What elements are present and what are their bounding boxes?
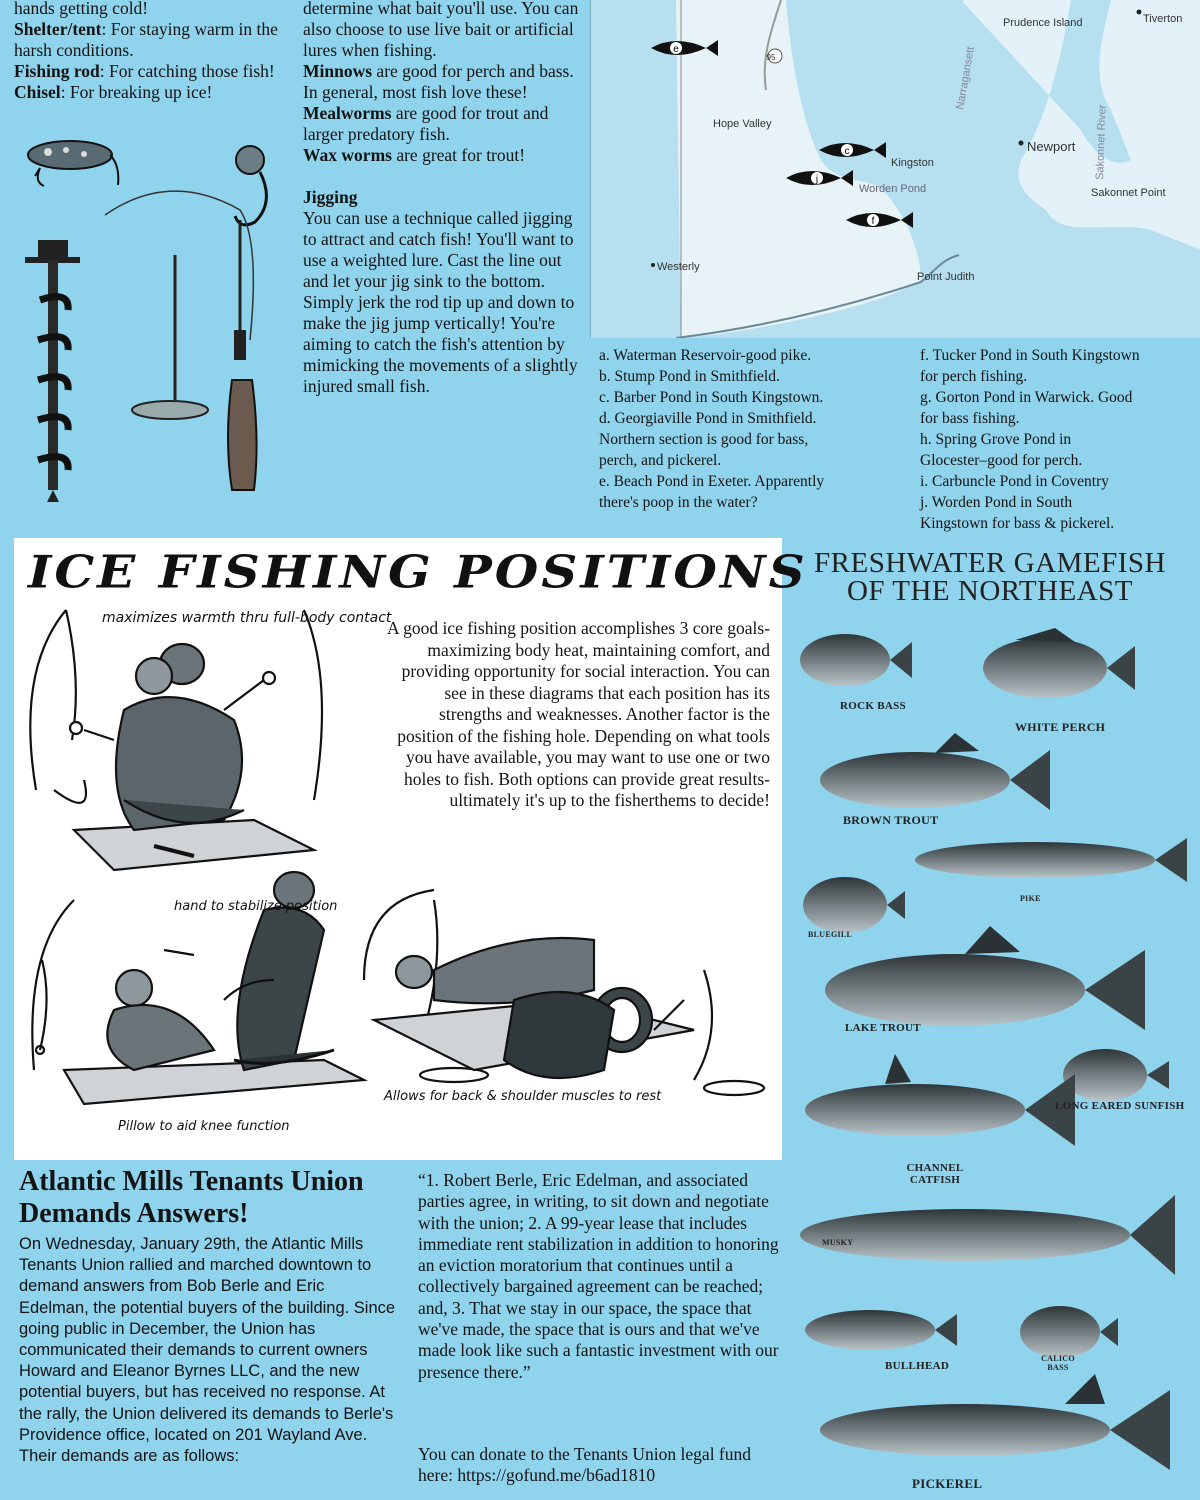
bait-mealworms <box>303 103 588 145</box>
bait-minnows-term: Minnows <box>303 61 373 81</box>
jigging-text: You can use a technique called jigging to attract and catch fish! You'll want to use a weighted lure. Cast the line out and let your jig sink to the bottom. Simply jerk the rod tip up and down to make the jig jump vertically! You're aiming to catch the fish's attention by mimicking the movements of a slightly injured small fish. <box>303 208 578 396</box>
legend-line: a. Waterman Reservoir-good pike. <box>599 347 812 364</box>
annotation-pillow: Pillow to aid knee function <box>118 1119 290 1134</box>
rhode-island-map <box>590 0 1200 338</box>
bait-minnows-desc: are good for perch and bass. In general, most fish love these! <box>303 61 574 102</box>
map-legend-left <box>599 345 914 513</box>
legend-line: for perch fishing. <box>920 368 1028 385</box>
annotation-warmth: maximizes warmth thru full-body contact <box>102 610 392 626</box>
jig-hook-icon <box>235 146 266 225</box>
bait-intro: determine what bait you'll use. You can also choose to use live bait or artificial lures when fishing. <box>303 0 579 60</box>
map-label-kingston: Kingston <box>891 157 934 169</box>
rock-bass-illustration <box>800 634 912 686</box>
jigging-heading-text: Jigging <box>303 187 358 207</box>
fish-label-bullhead: BULLHEAD <box>885 1360 950 1372</box>
pike-illustration <box>915 838 1187 882</box>
embrace-position-figure <box>30 610 322 870</box>
annotation-hand: hand to stabilize position <box>174 899 338 914</box>
fish-label-long-eared: LONG EARED SUNFISH <box>1055 1100 1185 1112</box>
legend-line: perch, and pickerel. <box>599 452 722 469</box>
bait-waxworms-term: Wax worms <box>303 145 392 165</box>
positions-text: A good ice fishing position accomplishes 3 core goals-maximizing body heat, maintaining comfort, and providing opportunity for social interaction. You can see in these diagrams that each position has its strengths and weaknesses. Another factor is the position of the fishing hole. Depending on what tools you have available, you may want to use one or two holes to fish. Both options can provide great results-ultimately it's up to the fisherthems to decide! <box>387 618 770 810</box>
legend-line: e. Beach Pond in Exeter. Apparently <box>599 473 825 490</box>
gear-item-chisel <box>14 82 286 103</box>
svg-text:e: e <box>673 44 679 55</box>
bait-mealworms-desc: are good for trout and larger predatory fish. <box>303 103 549 144</box>
map-label-westerly: Westerly <box>657 261 700 273</box>
calico-bass-illustration <box>1020 1306 1118 1358</box>
map-label-worden: Worden Pond <box>859 183 927 195</box>
map-label-narragansett: Narragansett <box>954 45 977 111</box>
legend-line: g. Gorton Pond in Warwick. Good <box>920 389 1133 406</box>
legend-line: f. Tucker Pond in South Kingstown <box>920 347 1140 364</box>
long-eared-sunfish-illustration <box>1063 1049 1169 1101</box>
bait-minnows <box>303 61 588 103</box>
annotation-back: Allows for back & shoulder muscles to rest <box>384 1089 662 1104</box>
legend-line: Northern section is good for bass, <box>599 431 809 448</box>
fish-label-bluegill: BLUEGILL <box>808 930 853 939</box>
gamefish-title <box>785 549 1195 605</box>
amtu-demands: “1. Robert Berle, Eric Edelman, and associated parties agree, in writing, to sit down and negotiate with the union; 2. A 99-year lease that includes immediate rent stabilization in addition to honoring an eviction moratorium that continues until a collectively bargained agreement can be reached; and, 3. That we stay in our space, the space that we've made, the space that is ours and that we've made look like such a fantastic investment with our presence there.” <box>418 1170 779 1382</box>
gear-item-rod <box>14 61 286 82</box>
gear-desc-shelter: : For staying warm in the harsh conditions. <box>14 19 278 60</box>
white-perch-illustration <box>983 628 1135 698</box>
ice-skimmer-icon <box>132 255 208 419</box>
fish-label-lake-trout: LAKE TROUT <box>845 1022 921 1034</box>
pickerel-illustration <box>820 1374 1170 1470</box>
map-label-prudence: Prudence Island <box>1003 17 1083 29</box>
map-label-route: 95 <box>766 53 776 62</box>
gear-term-chisel: Chisel <box>14 82 61 102</box>
gamefish-title-line2: OF THE NORTHEAST <box>846 575 1134 607</box>
fish-label-channel-catfish: CHANNEL CATFISH <box>906 1162 964 1186</box>
amtu-body: On Wednesday, January 29th, the Atlantic Mills Tenants Union rallied and marched downtown to demand answers from Bob Berle and Eric Edelman, the potential buyers of the building. Since going public in December, the Union has communicated their demands to current owners Howard and Eleanor Byrnes LLC, and the new potential buyers, but has received no response. At the rally, the Union delivered its demands to Berle's Providence office, located on 201 Wayland Ave. Their demands are as follows: <box>19 1235 396 1466</box>
legend-line: j. Worden Pond in South <box>920 494 1073 511</box>
legend-line: h. Spring Grove Pond in <box>920 431 1072 448</box>
fish-label-white-perch: WHITE PERCH <box>1015 720 1106 734</box>
fish-label-rock-bass: ROCK BASS <box>840 700 906 712</box>
reclining-position-figure <box>364 890 764 1095</box>
legend-line: d. Georgiaville Pond in Smithfield. <box>599 410 817 427</box>
rod-line-icon <box>105 191 253 340</box>
legend-line: c. Barber Pond in South Kingstown. <box>599 389 824 406</box>
map-fish-marker-c <box>819 142 886 158</box>
gear-illustration <box>10 130 290 510</box>
gear-term-rod: Fishing rod <box>14 61 100 81</box>
fish-label-brown-trout: BROWN TROUT <box>843 813 939 827</box>
gear-term-shelter: Shelter/tent <box>14 19 102 39</box>
bait-mealworms-term: Mealworms <box>303 103 392 123</box>
map-legend-right <box>920 345 1195 534</box>
svg-text:f: f <box>871 216 875 227</box>
fish-label-pickerel: PICKEREL <box>912 1476 983 1491</box>
bait-column <box>303 0 588 397</box>
map-label-point-judith: Point Judith <box>917 271 975 283</box>
positions-illustration <box>14 600 782 1160</box>
map-label-tiverton: Tiverton <box>1143 13 1183 25</box>
bait-waxworms-desc: are great for trout! <box>391 145 526 165</box>
svg-text:j: j <box>815 174 819 185</box>
lure-icon <box>28 141 118 186</box>
gear-desc-rod: : For catching those fish! <box>99 61 275 81</box>
ice-auger-icon <box>25 240 80 502</box>
amtu-donate: You can donate to the Tenants Union legal fund here: https://gofund.me/b6ad1810 <box>418 1444 752 1486</box>
gear-line-cold: hands getting cold! <box>14 0 149 18</box>
fish-label-pike: PIKE <box>1020 894 1041 903</box>
map-label-sakonnet-point: Sakonnet Point <box>1091 187 1166 199</box>
lake-trout-illustration <box>825 926 1145 1030</box>
map-label-hope-valley: Hope Valley <box>713 118 772 130</box>
svg-text:c: c <box>844 146 850 157</box>
gear-list <box>14 0 286 103</box>
bullhead-illustration <box>805 1310 957 1350</box>
legend-line: i. Carbuncle Pond in Coventry <box>920 473 1109 490</box>
fish-label-calico-bass: CALICO BASS <box>1041 1354 1075 1372</box>
legend-line: for bass fishing. <box>920 410 1020 427</box>
brown-trout-illustration <box>820 733 1050 810</box>
channel-catfish-illustration <box>805 1054 1075 1146</box>
jigging-heading <box>303 187 588 208</box>
legend-line: there's poop in the water? <box>599 494 758 511</box>
gamefish-illustrations <box>795 620 1190 1500</box>
legend-line: b. Stump Pond in Smithfield. <box>599 368 780 385</box>
amtu-headline: Atlantic Mills Tenants Union Demands Answers! <box>19 1166 364 1229</box>
map-label-newport: Newport <box>1027 139 1076 154</box>
legend-line: Kingstown for bass & pickerel. <box>920 515 1115 532</box>
map-label-sakonnet-river: Sakonnet River <box>1094 104 1109 181</box>
legend-line: Glocester–good for perch. <box>920 452 1083 469</box>
musky-illustration <box>800 1195 1175 1275</box>
fish-label-musky: MUSKY <box>822 1238 854 1247</box>
gamefish-title-line1: FRESHWATER GAMEFISH <box>814 547 1166 579</box>
bait-waxworms <box>303 145 588 166</box>
gear-item-shelter <box>14 19 286 61</box>
gear-desc-chisel: : For breaking up ice! <box>60 82 213 102</box>
positions-title: ICE FISHING POSITIONS <box>28 545 808 599</box>
bluegill-illustration <box>803 877 905 933</box>
